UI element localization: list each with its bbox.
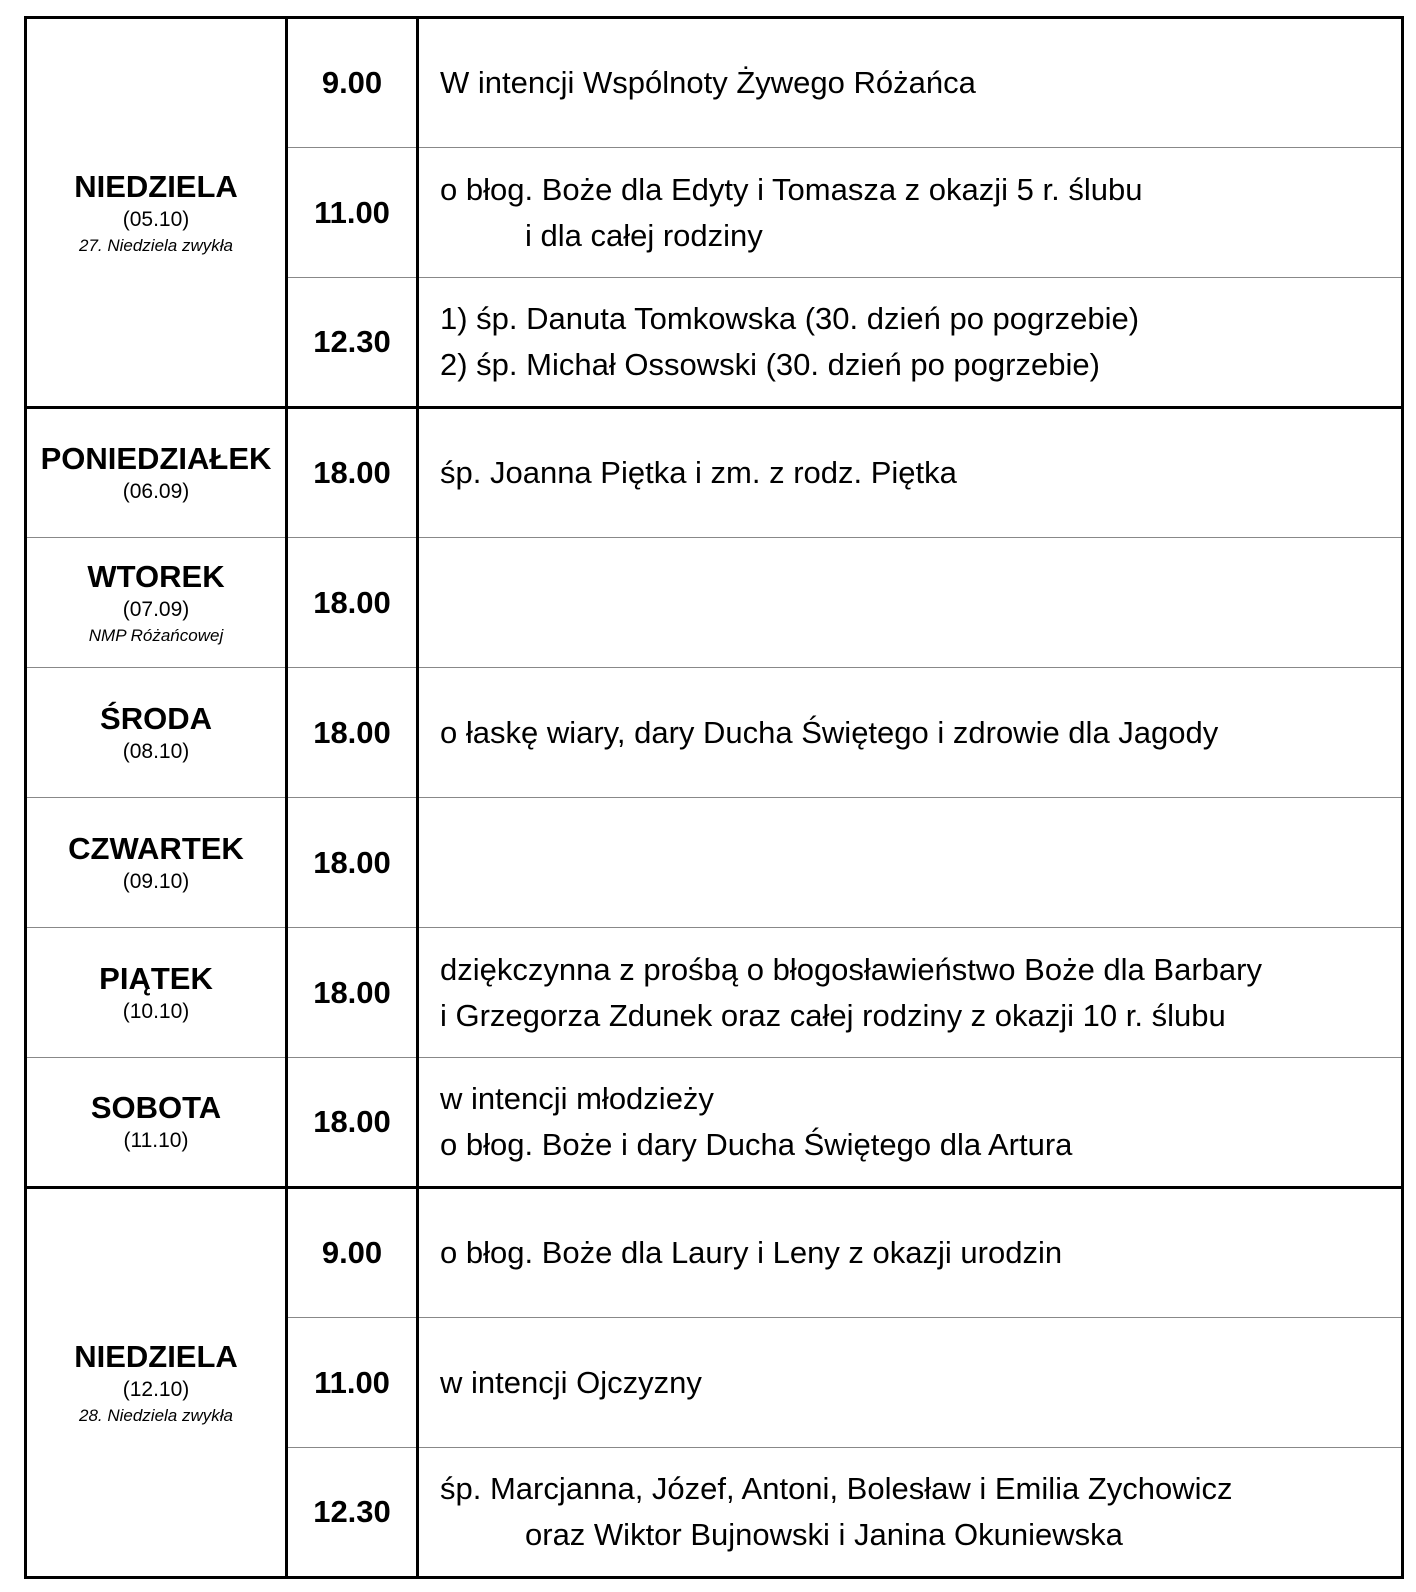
mass-time: 18.00 [287, 668, 418, 798]
intention-line: 2) śp. Michał Ossowski (30. dzień po pogrzebie) [440, 347, 1100, 382]
day-cell-friday [26, 928, 287, 1058]
intention-line: o błog. Boże i dary Ducha Świętego dla Artura [440, 1127, 1073, 1162]
table-row [26, 538, 1403, 668]
mass-intention [418, 1188, 1403, 1318]
day-name: SOBOTA [90, 1090, 222, 1125]
day-name: NIEDZIELA [74, 1338, 238, 1374]
intention-line: dziękczynna z prośbą o błogosławieństwo Boże dla Barbary [440, 951, 1262, 987]
mass-time: 18.00 [287, 1058, 418, 1188]
day-date: (06.09) [122, 480, 190, 503]
day-cell-monday [26, 408, 287, 538]
mass-time: 18.00 [287, 408, 418, 538]
day-date: (12.10) [122, 1377, 190, 1401]
mass-time: 18.00 [287, 538, 418, 668]
day-name: WTOREK [87, 558, 225, 594]
day-date: (07.09) [122, 597, 190, 621]
intention-line: w intencji Ojczyzny [440, 1364, 702, 1400]
day-name: PIĄTEK [99, 960, 213, 996]
day-cell-saturday [26, 1058, 287, 1188]
mass-intention [418, 1318, 1403, 1448]
mass-intention [418, 1448, 1403, 1578]
intention-line: o błog. Boże dla Edyty i Tomasza z okazji 5 r. ślubu [440, 171, 1143, 207]
mass-intention [418, 1058, 1403, 1188]
day-cell-wednesday [26, 668, 287, 798]
table-row [26, 1188, 1403, 1318]
day-date: (09.10) [122, 869, 190, 893]
day-name: PONIEDZIAŁEK [40, 441, 272, 476]
mass-intention [418, 928, 1403, 1058]
intention-line: oraz Wiktor Bujnowski i Janina Okuniewska [525, 1517, 1123, 1552]
mass-intention [418, 538, 1403, 668]
mass-time: 11.00 [287, 1318, 418, 1448]
mass-intention [418, 798, 1403, 928]
day-cell-tuesday [26, 538, 287, 668]
mass-intention [418, 278, 1403, 408]
intention-line: W intencji Wspólnoty Żywego Różańca [440, 65, 976, 100]
day-name: CZWARTEK [68, 830, 244, 866]
table-row [26, 1058, 1403, 1188]
day-note: 28. Niedziela zwykła [78, 1405, 233, 1425]
day-cell-sunday-1 [26, 18, 287, 408]
mass-time: 12.30 [287, 278, 418, 408]
mass-schedule-table [24, 16, 1404, 1579]
table-row [26, 798, 1403, 928]
day-cell-sunday-2 [26, 1188, 287, 1578]
table-row [26, 18, 1403, 148]
day-note: 27. Niedziela zwykła [78, 235, 233, 255]
mass-intention [418, 148, 1403, 278]
intention-line: w intencji młodzieży [440, 1081, 714, 1116]
intention-line: o łaskę wiary, dary Ducha Świętego i zdrowie dla Jagody [440, 714, 1219, 750]
mass-time: 18.00 [287, 928, 418, 1058]
day-name: ŚRODA [100, 700, 212, 736]
mass-intention [418, 18, 1403, 148]
mass-time: 18.00 [287, 798, 418, 928]
day-date: (08.10) [122, 739, 190, 763]
mass-time: 12.30 [287, 1448, 418, 1578]
mass-time: 9.00 [287, 18, 418, 148]
day-cell-thursday [26, 798, 287, 928]
mass-intention [418, 408, 1403, 538]
mass-time: 9.00 [287, 1188, 418, 1318]
day-date: (05.10) [122, 207, 190, 231]
intention-line: śp. Marcjanna, Józef, Antoni, Bolesław i Emilia Zychowicz [440, 1471, 1233, 1506]
intention-line: i Grzegorza Zdunek oraz całej rodziny z okazji 10 r. ślubu [440, 997, 1226, 1033]
table-row [26, 928, 1403, 1058]
mass-time: 11.00 [287, 148, 418, 278]
table-row [26, 408, 1403, 538]
day-date: (11.10) [123, 1129, 189, 1152]
day-note: NMP Różańcowej [88, 625, 224, 645]
intention-line: śp. Joanna Piętka i zm. z rodz. Piętka [440, 455, 957, 490]
mass-intention [418, 668, 1403, 798]
table-row [26, 668, 1403, 798]
intention-line: 1) śp. Danuta Tomkowska (30. dzień po pogrzebie) [440, 301, 1140, 336]
intention-line: o błog. Boże dla Laury i Leny z okazji urodzin [440, 1235, 1063, 1270]
intention-line: i dla całej rodziny [525, 217, 763, 253]
day-date: (10.10) [122, 999, 190, 1023]
day-name: NIEDZIELA [74, 168, 238, 204]
